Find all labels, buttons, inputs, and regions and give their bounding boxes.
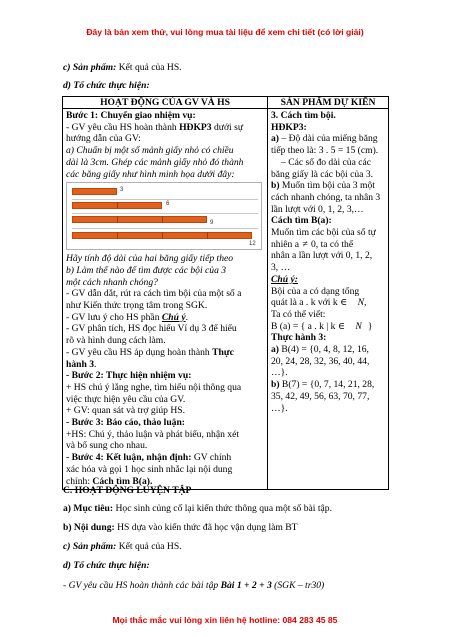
step-4-text: chính: Cách tìm B(a). [66,475,153,487]
method-text: 3, … [271,262,291,274]
note-text: B (a) = { a . k | k ∈ N } [271,320,373,332]
method-heading: Cách tìm B(a): [271,215,332,227]
objective-line: a) Mục tiêu: Học sinh củng cố lại kiến thức thông qua một số bài tập. [63,503,332,514]
guide-text: - GV dẫn dắt, rút ra cách tìm bội của một số a [66,288,242,300]
preview-banner-top: Đây là bản xem thử, vui lòng mua tài liệu để xem chi tiết (có lời giải) [86,27,364,37]
step-3-text: +HS: Chú ý, thảo luận và phát biểu, nhận xét [66,428,240,440]
step-2-text: việc thực hiện yêu cầu của GV. [66,393,186,405]
note-text: quát là a . k với k ∈ N, [271,297,367,309]
answer-text: tiếp theo là: 3 . 5 = 15 (cm). [271,145,379,157]
guide-text: như Kiến thức trọng tâm trong SGK. [66,300,208,312]
strip-label: 12 [249,241,256,248]
strip-12cm [72,232,252,239]
step-4-heading: - Bước 4: Kết luận, nhận định: GV chính [66,452,232,464]
task-a-text: dài là 3cm. Ghép các mảnh giấy nhỏ đó thành [66,156,244,168]
strip-guide-line [72,199,258,200]
guide-text: - GV lưu ý cho HS phần Chú ý. [66,311,189,323]
activity-table [62,96,389,490]
note-text: Ta có thể viết: [271,308,326,320]
practice-answer: b) B(7) = {0, 7, 14, 21, 28, [271,379,375,391]
practice-answer: …}. [271,402,288,414]
strip-guide-line [72,213,258,214]
strip-label: 3 [120,187,124,194]
question-text: Hãy tính độ dài của hai băng giấy tiếp theo [66,253,234,265]
answer-text: băng giấy là các bội của 3. [271,168,374,180]
note-text: Bội của a có dạng tổng [271,285,360,297]
answer-text: b) Muốn tìm bội của 3 một [271,180,375,192]
product-line: c) Sản phẩm: Kết quả của HS. [63,62,182,73]
note-heading: Chú ý: [271,273,298,285]
section-c-heading: C. HOẠT ĐỘNG LUYỆN TẬP [63,485,192,496]
teacher-student-activity-cell [63,109,268,490]
answer-text: a) – Độ dài của miếng băng [271,133,378,145]
table-header-right: SẢN PHẨM DỰ KIẾN [268,97,389,109]
step-2-text: + GV: quan sát và trợ giúp HS. [66,405,186,417]
hdkp3-label: HĐKP3: [271,121,307,133]
strip-3cm [72,188,117,195]
guide-text: hành 3. [66,358,97,370]
expected-product-cell [268,109,389,490]
step-2-heading: - Bước 2: Thực hiện nhiệm vụ: [66,370,192,382]
step-1-text: hướng dẫn của GV: [66,133,141,145]
practice-answer: 20, 24, 28, 32, 36, 40, 44, [271,355,370,367]
practice-answer: …}. [271,367,288,379]
answer-text: cách nhanh chóng, ta nhân 3 [271,191,381,203]
strip-label: 6 [166,201,170,208]
answer-text: lần lượt với 0, 1, 2, 3,… [271,203,364,215]
product-line: c) Sản phẩm: Kết quả của HS. [63,541,182,552]
question-text: b) Làm thế nào để tìm được các bội của 3 [66,264,227,276]
strip-guide-line [72,228,258,229]
task-a-text: các băng giấy như hình minh họa dưới đây: [66,168,235,180]
question-text: một cách nhanh chóng? [66,276,158,288]
step-4-text: xác hóa và gọi 1 học sinh nhắc lại nội dung [66,463,233,475]
strip-9cm [72,216,207,223]
practice-answer: a) B(4) = {0, 4, 8, 12, 16, [271,344,369,356]
guide-text: - GV yêu cầu HS áp dụng hoàn thành Thực [66,346,234,358]
practice-answer: 35, 42, 49, 56, 63, 70, 77, [271,390,370,402]
table-header-left: HOẠT ĐỘNG CỦA GV VÀ HS [63,97,268,109]
strip-6cm [72,202,162,209]
task-a-text: a) Chuẩn bị một số mảnh giấy nhỏ có chiều [66,145,234,157]
step-1-heading: Bước 1: Chuyển giao nhiệm vụ: [66,110,196,121]
method-text: nhiên a ≠ 0, ta có thể [271,238,354,250]
section-title: 3. Cách tìm bội. [271,110,336,121]
step-3-heading: - Bước 3: Báo cáo, thảo luận: [66,417,185,429]
guide-text: - GV phân tích, HS đọc hiểu Ví dụ 3 để hiểu [66,323,237,335]
exercise-line: - GV yêu cầu HS hoàn thành các bài tập Bài 1 + 2 + 3 (SGK – tr30) [63,580,325,591]
hotline-banner-bottom: Mọi thắc mắc vui lòng xin liên hệ hotline: 084 283 45 85 [112,615,338,625]
strip-label: 9 [210,220,214,227]
method-text: Muốn tìm các bội của số tự [271,227,376,239]
content-line: b) Nội dung: HS dựa vào kiến thức đã học vận dụng làm BT [63,522,298,533]
organization-heading: d) Tổ chức thực hiện: [63,560,150,571]
step-1-text: - GV yêu cầu HS hoàn thành HĐKP3 dưới sự [66,121,244,133]
answer-text: – Các số đo dài của các [281,156,372,168]
organization-heading: d) Tổ chức thực hiện: [63,80,150,91]
guide-text: rõ và hình dung cách làm. [66,335,166,347]
practice-heading: Thực hành 3: [271,332,327,344]
step-2-text: + HS chú ý lắng nghe, tìm hiểu nội thông qua [66,381,242,393]
method-text: nhân a lần lượt với 0, 1, 2, [271,250,373,262]
paper-strips-figure [66,182,262,250]
step-3-text: và bổ sung cho nhau. [66,440,148,452]
